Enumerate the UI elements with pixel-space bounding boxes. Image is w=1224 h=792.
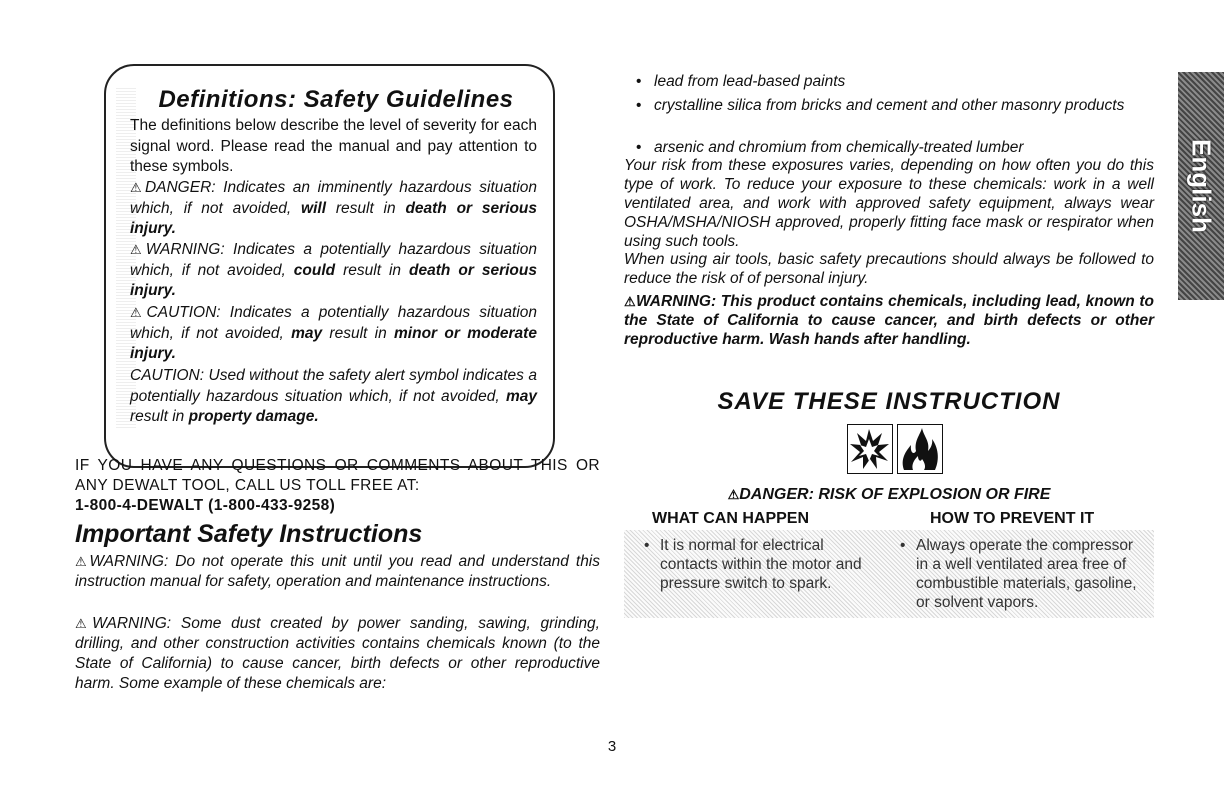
bullet-icon: •	[900, 537, 906, 554]
language-tab-label: English	[1186, 139, 1217, 233]
phone-number: 1-800-4-DEWALT (1-800-433-9258)	[75, 497, 336, 514]
chemical-list-item: • arsenic and chromium from chemically-treated lumber	[636, 139, 1024, 156]
alert-triangle-icon: ⚠	[624, 294, 637, 309]
important-safety-title: Important Safety Instructions	[75, 520, 423, 548]
page-number: 3	[607, 738, 617, 755]
explosion-danger-heading: ⚠DANGER: RISK OF EXPLOSION OR FIRE	[727, 486, 1051, 503]
explosion-icon	[847, 424, 893, 474]
warning-definition: ⚠WARNING: Indicates a potentially hazardous situation which, if not avoided, could result in death or serious injury.	[130, 241, 537, 299]
what-can-happen-header: WHAT CAN HAPPEN	[652, 510, 810, 527]
warning-read-manual: ⚠WARNING: Do not operate this unit until you read and understand this instruction manual for safety, operation and maintenance instructions.	[75, 553, 601, 590]
caution-definition: ⚠CAUTION: Indicates a potentially hazardous situation which, if not avoided, may result in minor or moderate injury.	[130, 304, 538, 362]
warning-dust-chemicals: ⚠WARNING: Some dust created by power sanding, sawing, grinding, drilling, and other construction activities contains chemicals known (to the State of California) to cause cancer, birth defects or other reproductive harm. Some example of these chemicals are:	[75, 615, 600, 692]
alert-triangle-icon: ⚠	[130, 180, 145, 195]
language-tab	[1178, 72, 1224, 300]
how-to-prevent-cell: • Always operate the compressor in a well ventilated area free of combustible materials, gasoline, or solvent vapors.	[900, 537, 1137, 611]
prop65-warning: ⚠WARNING: This product contains chemicals, including lead, known to the State of California to cause cancer, and birth defects or other reproductive harm. Wash hands after handling.	[624, 293, 1155, 348]
caution-property-definition: CAUTION: Used without the safety alert symbol indicates a potentially hazardous situation which, if not avoided, may result in property damage.	[130, 367, 537, 425]
how-to-prevent-header: HOW TO PREVENT IT	[930, 510, 1095, 527]
exposure-paragraph: Your risk from these exposures varies, depending on how often you do this type of work. To reduce your exposure to these chemicals: work in a well ventilated area, and work with approved safety equipment, always wear OSHA/MSHA/NIOSH approved, properly fitting face mask or respirator when using such tools.	[624, 157, 1154, 250]
what-can-happen-cell: • It is normal for electrical contacts within the motor and pressure switch to spark.	[644, 537, 862, 592]
definitions-intro: The definitions below describe the level of severity for each signal word. Please read the manual and pay attention to these symbols.	[130, 117, 537, 175]
fire-icon	[897, 424, 943, 474]
alert-triangle-icon: ⚠	[75, 554, 90, 569]
questions-notice: IF YOU HAVE ANY QUESTIONS OR COMMENTS ABOUT THIS OR ANY DEWALT TOOL, CALL US TOLL FREE AT: 1-800-4-DEWALT (1-800-433-9258)	[75, 457, 600, 514]
alert-triangle-icon: ⚠	[727, 487, 740, 502]
definitions-title: Definitions: Safety Guidelines	[158, 86, 514, 113]
bullet-icon: •	[644, 537, 650, 554]
air-tools-paragraph: When using air tools, basic safety precautions should always be followed to reduce the risk of of personal injury.	[624, 251, 1154, 287]
chemical-list-item: • lead from lead-based paints	[636, 73, 846, 90]
bullet-icon: •	[636, 97, 642, 114]
alert-triangle-icon: ⚠	[75, 616, 93, 631]
bullet-icon: •	[636, 139, 642, 156]
danger-definition: ⚠DANGER: Indicates an imminently hazardous situation which, if not avoided, will result in death or serious injury.	[130, 179, 538, 237]
chemical-list-item: • crystalline silica from bricks and cement and other masonry products	[636, 97, 1125, 114]
alert-triangle-icon: ⚠	[130, 305, 147, 320]
alert-triangle-icon: ⚠	[130, 242, 146, 257]
save-instructions-title: SAVE THESE INSTRUCTION	[717, 388, 1061, 415]
bullet-icon: •	[636, 73, 642, 90]
